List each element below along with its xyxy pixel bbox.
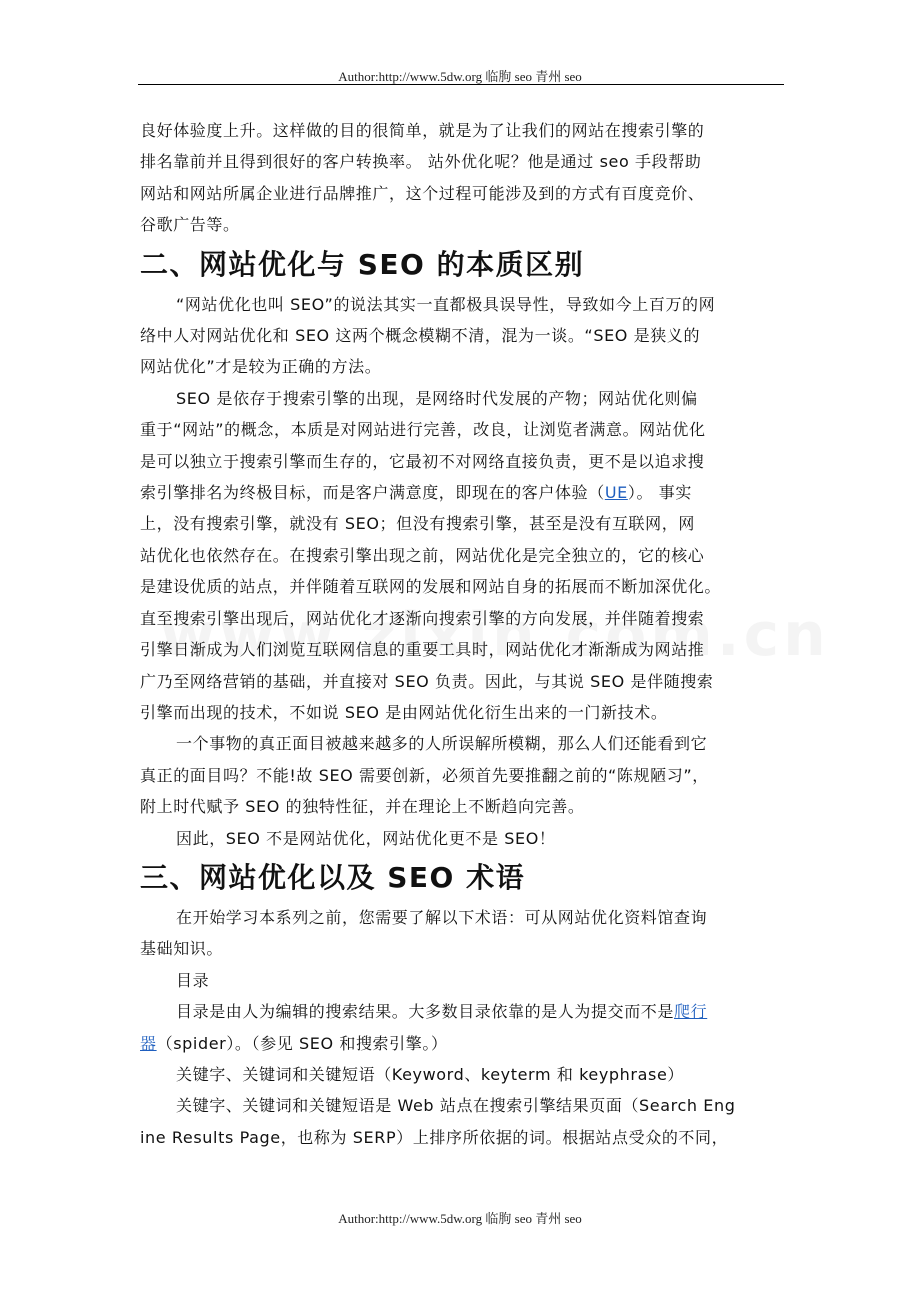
- s2-p2-line-4: [140, 477, 800, 508]
- spider-link-part-1[interactable]: 爬行: [674, 1002, 708, 1022]
- s2-p1-line-1: “网站优化也叫 SEO”的说法其实一直都极具误导性，导致如今上百万的网: [176, 294, 716, 314]
- s2-p2-line-7: 是建设优质的站点，并伴随着互联网的发展和网站自身的拓展而不断加深优化。: [140, 577, 722, 597]
- s2-p2-line-4-tail: ）。 事实: [627, 483, 692, 503]
- s2-p2-line-9: 引擎日渐成为人们浏览互联网信息的重要工具时，网站优化才渐渐成为网站推: [140, 640, 705, 660]
- s2-p4: 因此，SEO 不是网站优化，网站优化更不是 SEO！: [176, 828, 556, 848]
- s3-p1-line-2: 基础知识。: [140, 939, 224, 959]
- term-directory: 目录: [176, 970, 210, 990]
- intro-line-1: 良好体验度上升。这样做的目的很简单，就是为了让我们的网站在搜索引擎的: [140, 121, 705, 140]
- s2-p2-line-1: SEO 是依存于搜索引擎的出现，是网络时代发展的产物；网站优化则偏: [176, 388, 698, 408]
- s2-p2-line-3: 是可以独立于搜索引擎而生存的，它最初不对网络直接负责，更不是以追求搜: [140, 451, 705, 471]
- term-directory-desc-text: 目录是由人为编辑的搜索结果。大多数目录依靠的是人为提交而不是: [176, 1002, 675, 1022]
- s2-p2-line-6: 站优化也依然存在。在搜索引擎出现之前，网站优化是完全独立的，它的核心: [140, 545, 705, 565]
- s2-p2-line-8: 直至搜索引擎出现后，网站优化才逐渐向搜索引擎的方向发展，并伴随着搜索: [140, 608, 705, 628]
- term-directory-desc-line-1: [140, 996, 800, 1027]
- term-keyword-desc-line-1: 关键字、关键词和关键短语是 Web 站点在搜索引擎结果页面（Search Eng: [176, 1096, 736, 1116]
- s2-p2-line-4-text: 索引擎排名为终极目标，而是客户满意度，即现在的客户体验（: [140, 483, 605, 503]
- term-directory-desc-tail: （spider）。（参见 SEO 和搜索引擎。）: [156, 1033, 448, 1053]
- s2-p2-line-11: 引擎而出现的技术，不如说 SEO 是由网站优化衍生出来的一门新技术。: [140, 702, 668, 722]
- s2-p3-line-1: 一个事物的真正面目被越来越多的人所误解所模糊，那么人们还能看到它: [176, 734, 708, 754]
- s2-p2-line-2: 重于“网站”的概念，本质是对网站进行完善，改良，让浏览者满意。网站优化: [140, 420, 706, 440]
- ue-link[interactable]: UE: [604, 483, 628, 503]
- intro-line-2: 排名靠前并且得到很好的客户转换率。 站外优化呢？他是通过 seo 手段帮助: [140, 152, 702, 172]
- section-3-heading: 三、网站优化以及 SEO 术语: [140, 860, 526, 894]
- page-header: Author:http://www.5dw.org 临朐 seo 青州 seo: [338, 69, 582, 84]
- s2-p1-line-3: 网站优化”才是较为正确的方法。: [140, 357, 382, 377]
- s2-p2-line-10: 广乃至网络营销的基础，并直接对 SEO 负责。因此，与其说 SEO 是伴随搜索: [140, 671, 714, 691]
- s2-p3-line-2: 真正的面目吗？不能!故 SEO 需要创新，必须首先要推翻之前的“陈规陋习”，: [140, 765, 709, 785]
- document-body: [140, 115, 800, 1153]
- s2-p1-line-2: 络中人对网站优化和 SEO 这两个概念模糊不清，混为一谈。“SEO 是狭义的: [140, 326, 701, 346]
- page-footer: Author:http://www.5dw.org 临朐 seo 青州 seo: [338, 1211, 582, 1226]
- section-2-heading: 二、网站优化与 SEO 的本质区别: [140, 247, 585, 281]
- s3-p1-line-1: 在开始学习本系列之前，您需要了解以下术语：可从网站优化资料馆查询: [176, 907, 708, 927]
- term-keyword-desc-line-2: ine Results Page，也称为 SERP）上排序所依据的词。根据站点受众的不同，: [140, 1127, 729, 1147]
- term-keyword: 关键字、关键词和关键短语（Keyword、keyterm 和 keyphrase）: [176, 1064, 684, 1084]
- header-rule: [138, 84, 784, 85]
- intro-line-3: 网站和网站所属企业进行品牌推广，这个过程可能涉及到的方式有百度竞价、: [140, 183, 705, 203]
- s2-p3-line-3: 附上时代赋予 SEO 的独特性征，并在理论上不断趋向完善。: [140, 797, 585, 817]
- term-directory-desc-line-2: [140, 1028, 800, 1059]
- s2-p2-line-5: 上，没有搜索引擎，就没有 SEO；但没有搜索引擎，甚至是没有互联网，网: [140, 514, 695, 534]
- intro-line-4: 谷歌广告等。: [140, 215, 240, 235]
- spider-link-part-2[interactable]: 器: [140, 1033, 157, 1053]
